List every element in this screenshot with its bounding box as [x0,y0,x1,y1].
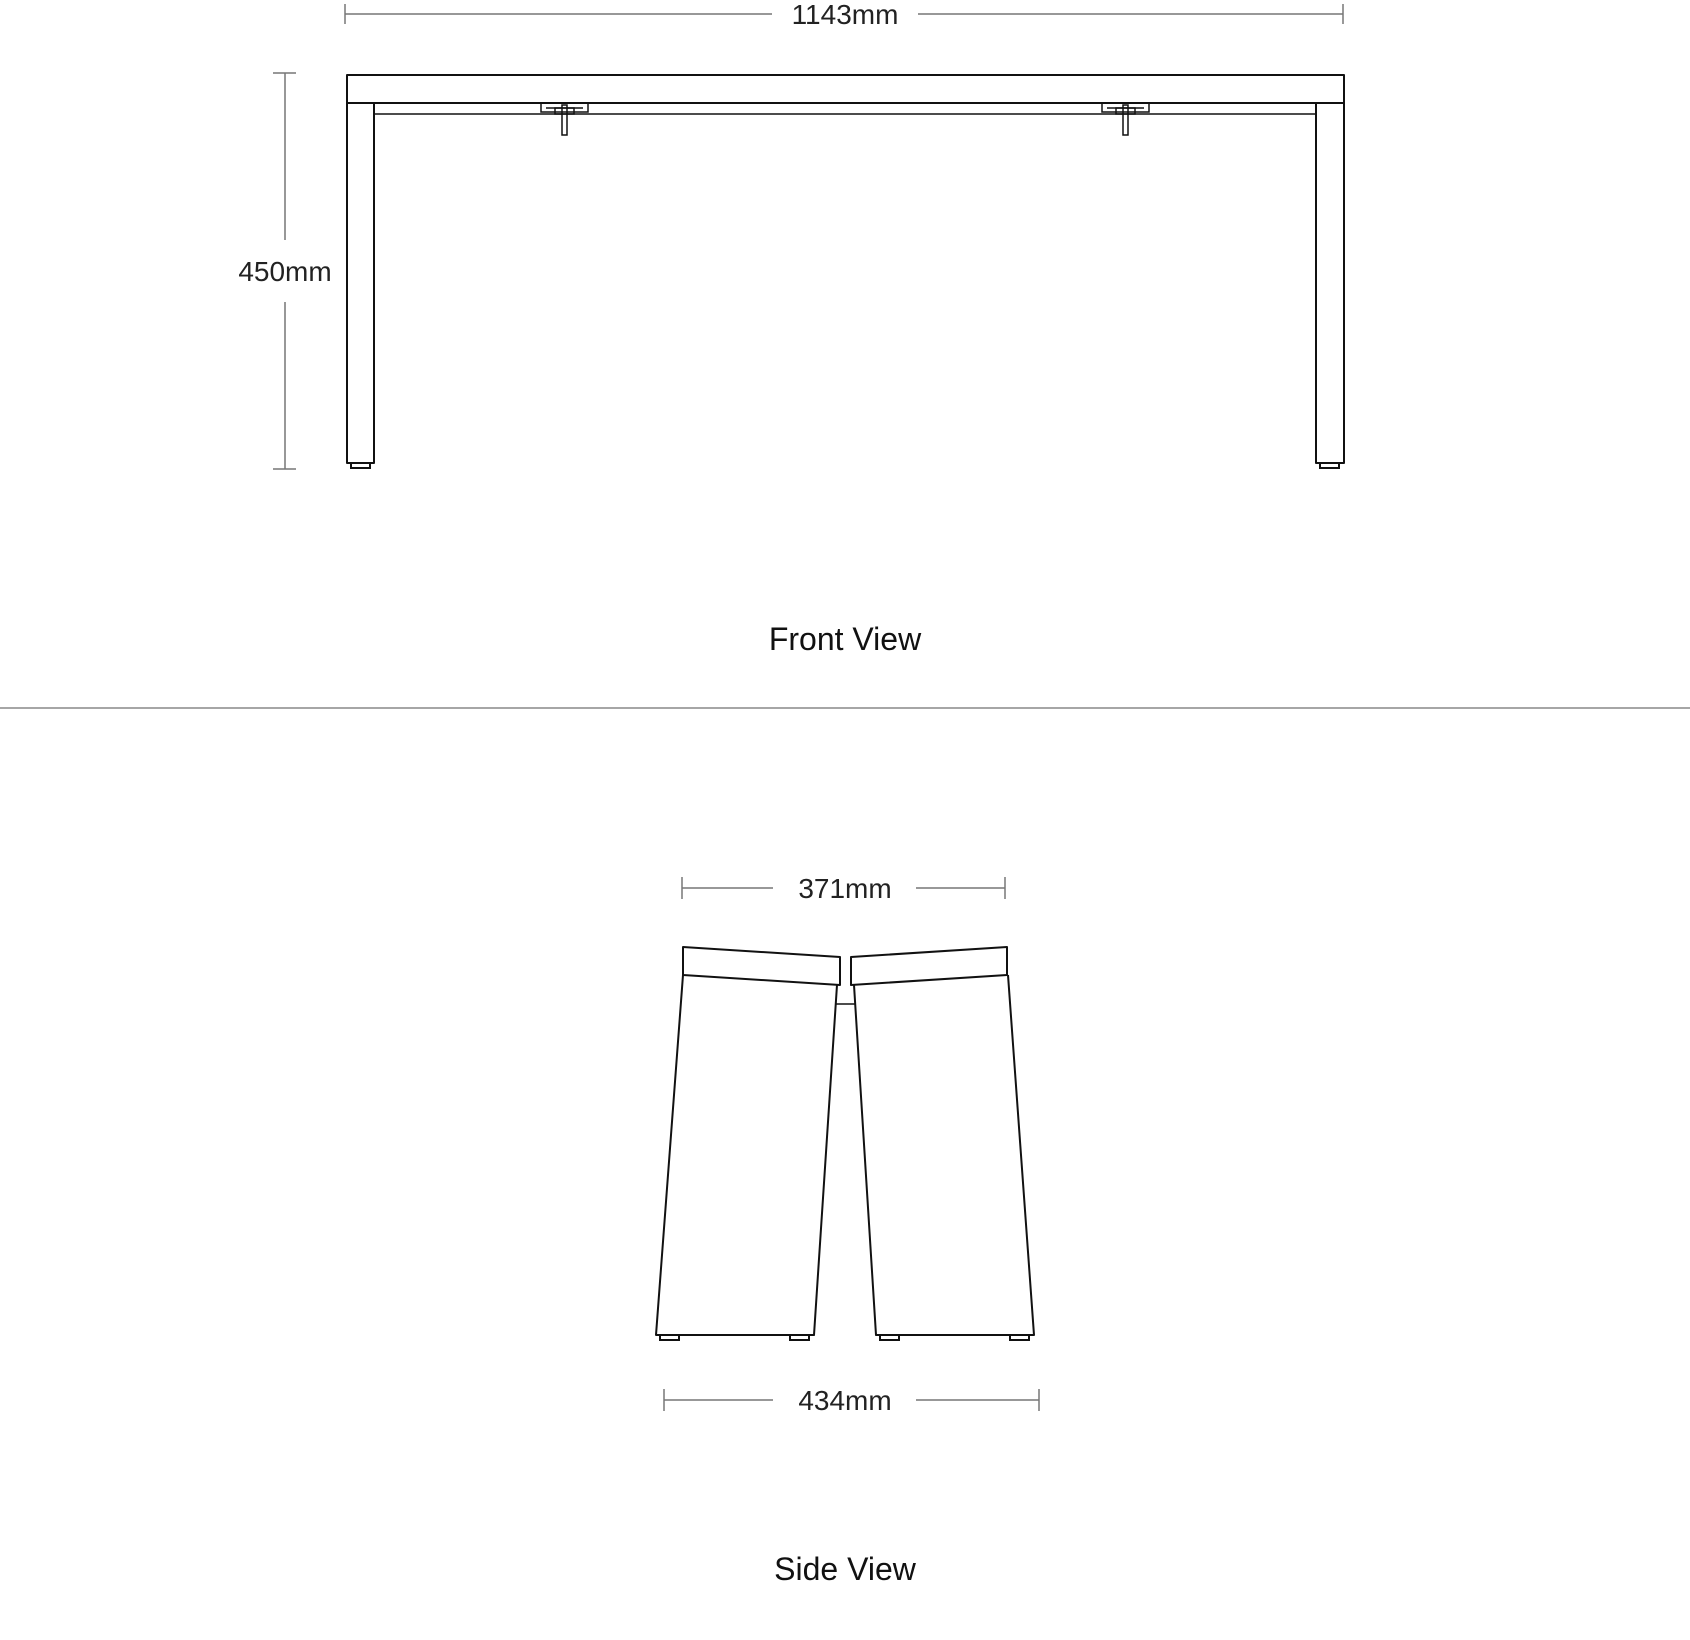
side-bottom-width-dimension [664,1385,1039,1416]
side-bottom-width-label: 434mm [798,1385,892,1416]
front-view [238,0,1344,657]
right-clamp [1102,103,1149,135]
side-foot [880,1335,899,1340]
side-view [656,873,1039,1587]
front-table-drawing [347,75,1344,468]
front-height-dimension [238,73,331,469]
front-width-dimension [345,0,1343,30]
left-clamp [541,103,588,135]
side-view-title: Side View [774,1551,916,1587]
front-width-label: 1143mm [791,0,899,30]
side-foot [790,1335,809,1340]
side-table-drawing [656,947,1034,1340]
side-top-width-label: 371mm [798,873,892,904]
front-view-title: Front View [768,621,922,657]
front-height-label: 450mm [238,256,332,287]
side-top-width-dimension [682,873,1005,904]
side-foot [1010,1335,1029,1340]
side-foot [660,1335,679,1340]
